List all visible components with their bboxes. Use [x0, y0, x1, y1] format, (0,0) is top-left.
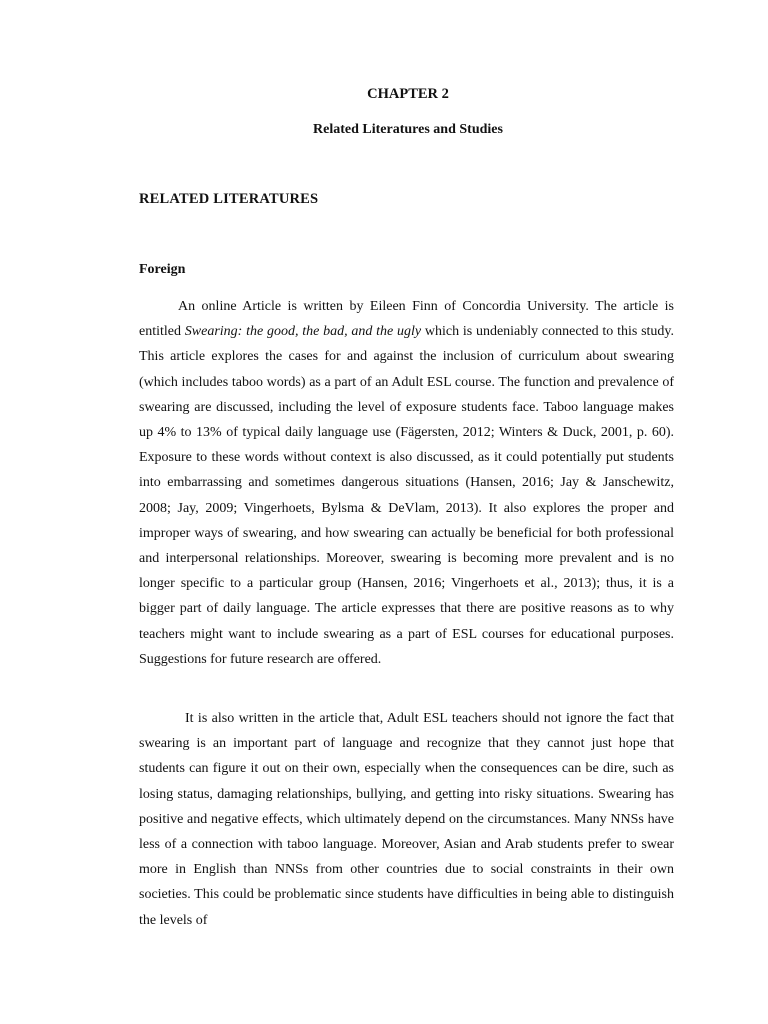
paragraph-2	[139, 706, 674, 933]
paragraph-1-text-before-title: An online Article is written by Eileen Finn of Concordia University. The article is entitled	[139, 299, 674, 340]
section-heading: RELATED LITERATURES	[139, 191, 319, 207]
chapter-title: CHAPTER 2	[367, 86, 449, 102]
paragraph-1-text-after-title: which is undeniably connected to this study. This article explores the cases for and against the inclusion of curriculum about swearing (which includes taboo words) as a part of an Adult ESL course. The function and prevalence of swearing are discussed, including the level of exposure students face. Taboo language makes up 4% to 13% of typical daily language use (Fägersten, 2012; Winters & Duck, 2001, p. 60). Exposure to these words without context is also discussed, as it could potentially put students into embarrassing and sometimes dangerous situations (Hansen, 2016; Jay & Janschewitz, 2008; Jay, 2009; Vingerhoets, Bylsma & DeVlam, 2013). It also explores the proper and improper ways of swearing, and how swearing can actually be beneficial for both professional and interpersonal relationships. Moreover, swearing is becoming more prevalent and is no longer specific to a particular group (Hansen, 2016; Vingerhoets et al., 2013); thus, it is a bigger part of daily language. The article expresses that there are positive reasons as to why teachers might want to include swearing as a part of ESL courses for educational purposes. Suggestions for future research are offered.	[139, 324, 674, 667]
paragraph-1	[139, 294, 674, 672]
chapter-subtitle: Related Literatures and Studies	[313, 122, 503, 137]
subsection-heading: Foreign	[139, 262, 186, 277]
article-title: Swearing: the good, the bad, and the ugly	[184, 324, 422, 340]
paragraph-2-text: It is also written in the article that, Adult ESL teachers should not ignore the fact that swearing is an important part of language and recognize that they cannot just hope that students can figure it out on their own, especially when the consequences can be dire, such as losing status, damaging relationships, bullying, and getting into risky situations. Swearing has positive and negative effects, which ultimately depend on the circumstances. Many NNSs have less of a connection with taboo language. Moreover, Asian and Arab students prefer to swear more in English than NNSs from other countries due to social constraints in their own societies. This could be problematic since students have difficulties in being able to distinguish the levels of	[139, 711, 674, 928]
